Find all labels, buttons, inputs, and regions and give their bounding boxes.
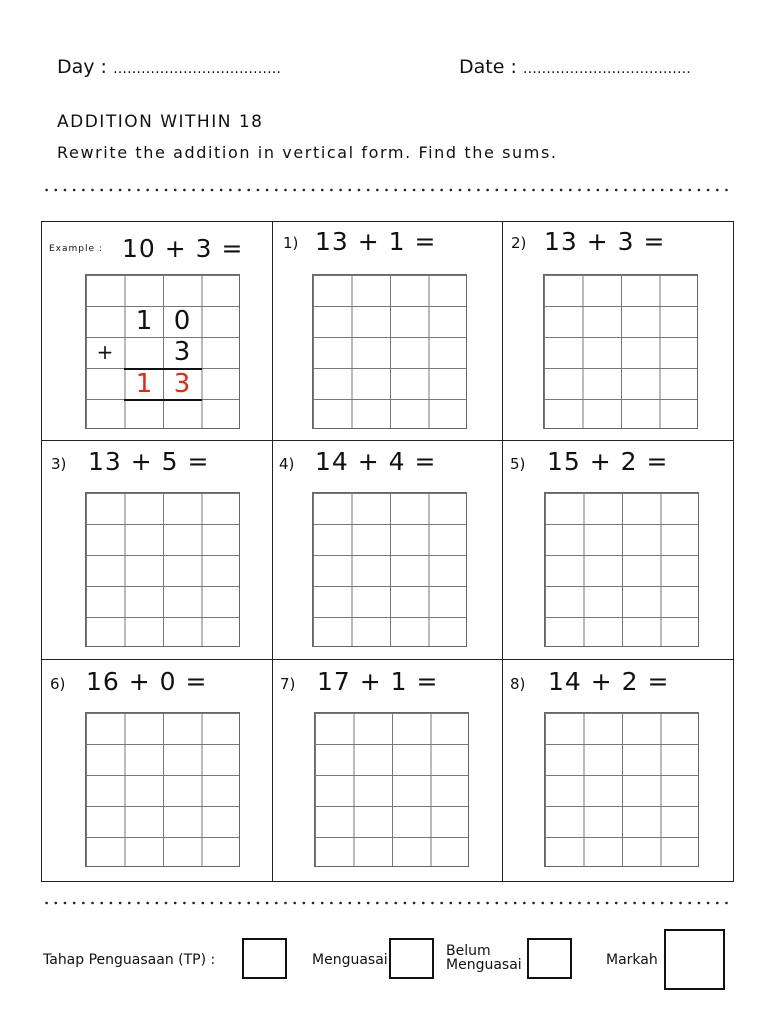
- problems-panel: [41, 221, 734, 882]
- answer-digit: 3: [173, 369, 191, 399]
- question-number: 8): [510, 675, 526, 693]
- question-number: 6): [50, 675, 66, 693]
- day-field: [57, 56, 281, 78]
- question-expression: 14 + 4 =: [315, 447, 437, 476]
- example-digit: 0: [173, 306, 191, 336]
- example-cell: [42, 222, 272, 440]
- question-number: 5): [510, 455, 526, 473]
- question-cell: [272, 659, 502, 881]
- answer-grid[interactable]: [312, 274, 467, 429]
- markah-label: Markah: [606, 952, 658, 968]
- answer-grid[interactable]: [85, 492, 240, 647]
- dotted-divider-top: [42, 188, 734, 192]
- question-expression: 13 + 1 =: [315, 227, 437, 256]
- answer-digit: 1: [135, 369, 153, 399]
- question-cell: [502, 659, 734, 881]
- answer-grid[interactable]: [543, 274, 698, 429]
- sum-line-bottom: [124, 399, 202, 401]
- belum-menguasai-label: [446, 944, 522, 972]
- date-field: [459, 56, 691, 78]
- answer-grid[interactable]: [312, 492, 467, 647]
- date-blank[interactable]: ………………………………: [522, 61, 691, 77]
- belum-label: Belum: [446, 943, 491, 959]
- answer-grid[interactable]: [544, 712, 699, 867]
- question-expression: 17 + 1 =: [317, 667, 439, 696]
- answer-grid[interactable]: [544, 492, 699, 647]
- example-grid: [85, 274, 240, 429]
- example-digit: 1: [135, 306, 153, 336]
- question-number: 7): [280, 675, 296, 693]
- worksheet-title: ADDITION WITHIN 18: [57, 112, 264, 132]
- belum-menguasai-box[interactable]: [527, 938, 572, 979]
- instruction-text: Rewrite the addition in vertical form. Find the sums.: [57, 143, 558, 162]
- date-label: Date :: [459, 56, 517, 78]
- question-number: 4): [279, 455, 295, 473]
- dotted-divider-bottom: [42, 901, 734, 905]
- question-cell: [502, 440, 734, 659]
- question-cell: [272, 222, 502, 440]
- tp-label: Tahap Penguasaan (TP) :: [43, 952, 216, 968]
- question-expression: 16 + 0 =: [86, 667, 208, 696]
- tp-box[interactable]: [242, 938, 287, 979]
- menguasai-label: Menguasai: [312, 952, 388, 968]
- question-expression: 13 + 5 =: [88, 447, 210, 476]
- answer-grid[interactable]: [314, 712, 469, 867]
- example-digit: 3: [173, 337, 191, 367]
- question-number: 2): [511, 234, 527, 252]
- day-blank[interactable]: ………………………………: [113, 61, 282, 77]
- menguasai-box[interactable]: [389, 938, 434, 979]
- example-expression: 10 + 3 =: [122, 234, 244, 263]
- question-cell: [42, 659, 272, 881]
- example-label: Example :: [49, 244, 103, 254]
- question-number: 1): [283, 234, 299, 252]
- question-cell: [272, 440, 502, 659]
- question-cell: [502, 222, 734, 440]
- question-expression: 15 + 2 =: [547, 447, 669, 476]
- question-cell: [42, 440, 272, 659]
- question-expression: 13 + 3 =: [544, 227, 666, 256]
- question-expression: 14 + 2 =: [548, 667, 670, 696]
- day-label: Day :: [57, 56, 107, 78]
- markah-box[interactable]: [664, 929, 725, 990]
- belum-menguasai-text: Menguasai: [446, 957, 522, 973]
- question-number: 3): [51, 455, 67, 473]
- plus-sign: +: [96, 340, 114, 364]
- answer-grid[interactable]: [85, 712, 240, 867]
